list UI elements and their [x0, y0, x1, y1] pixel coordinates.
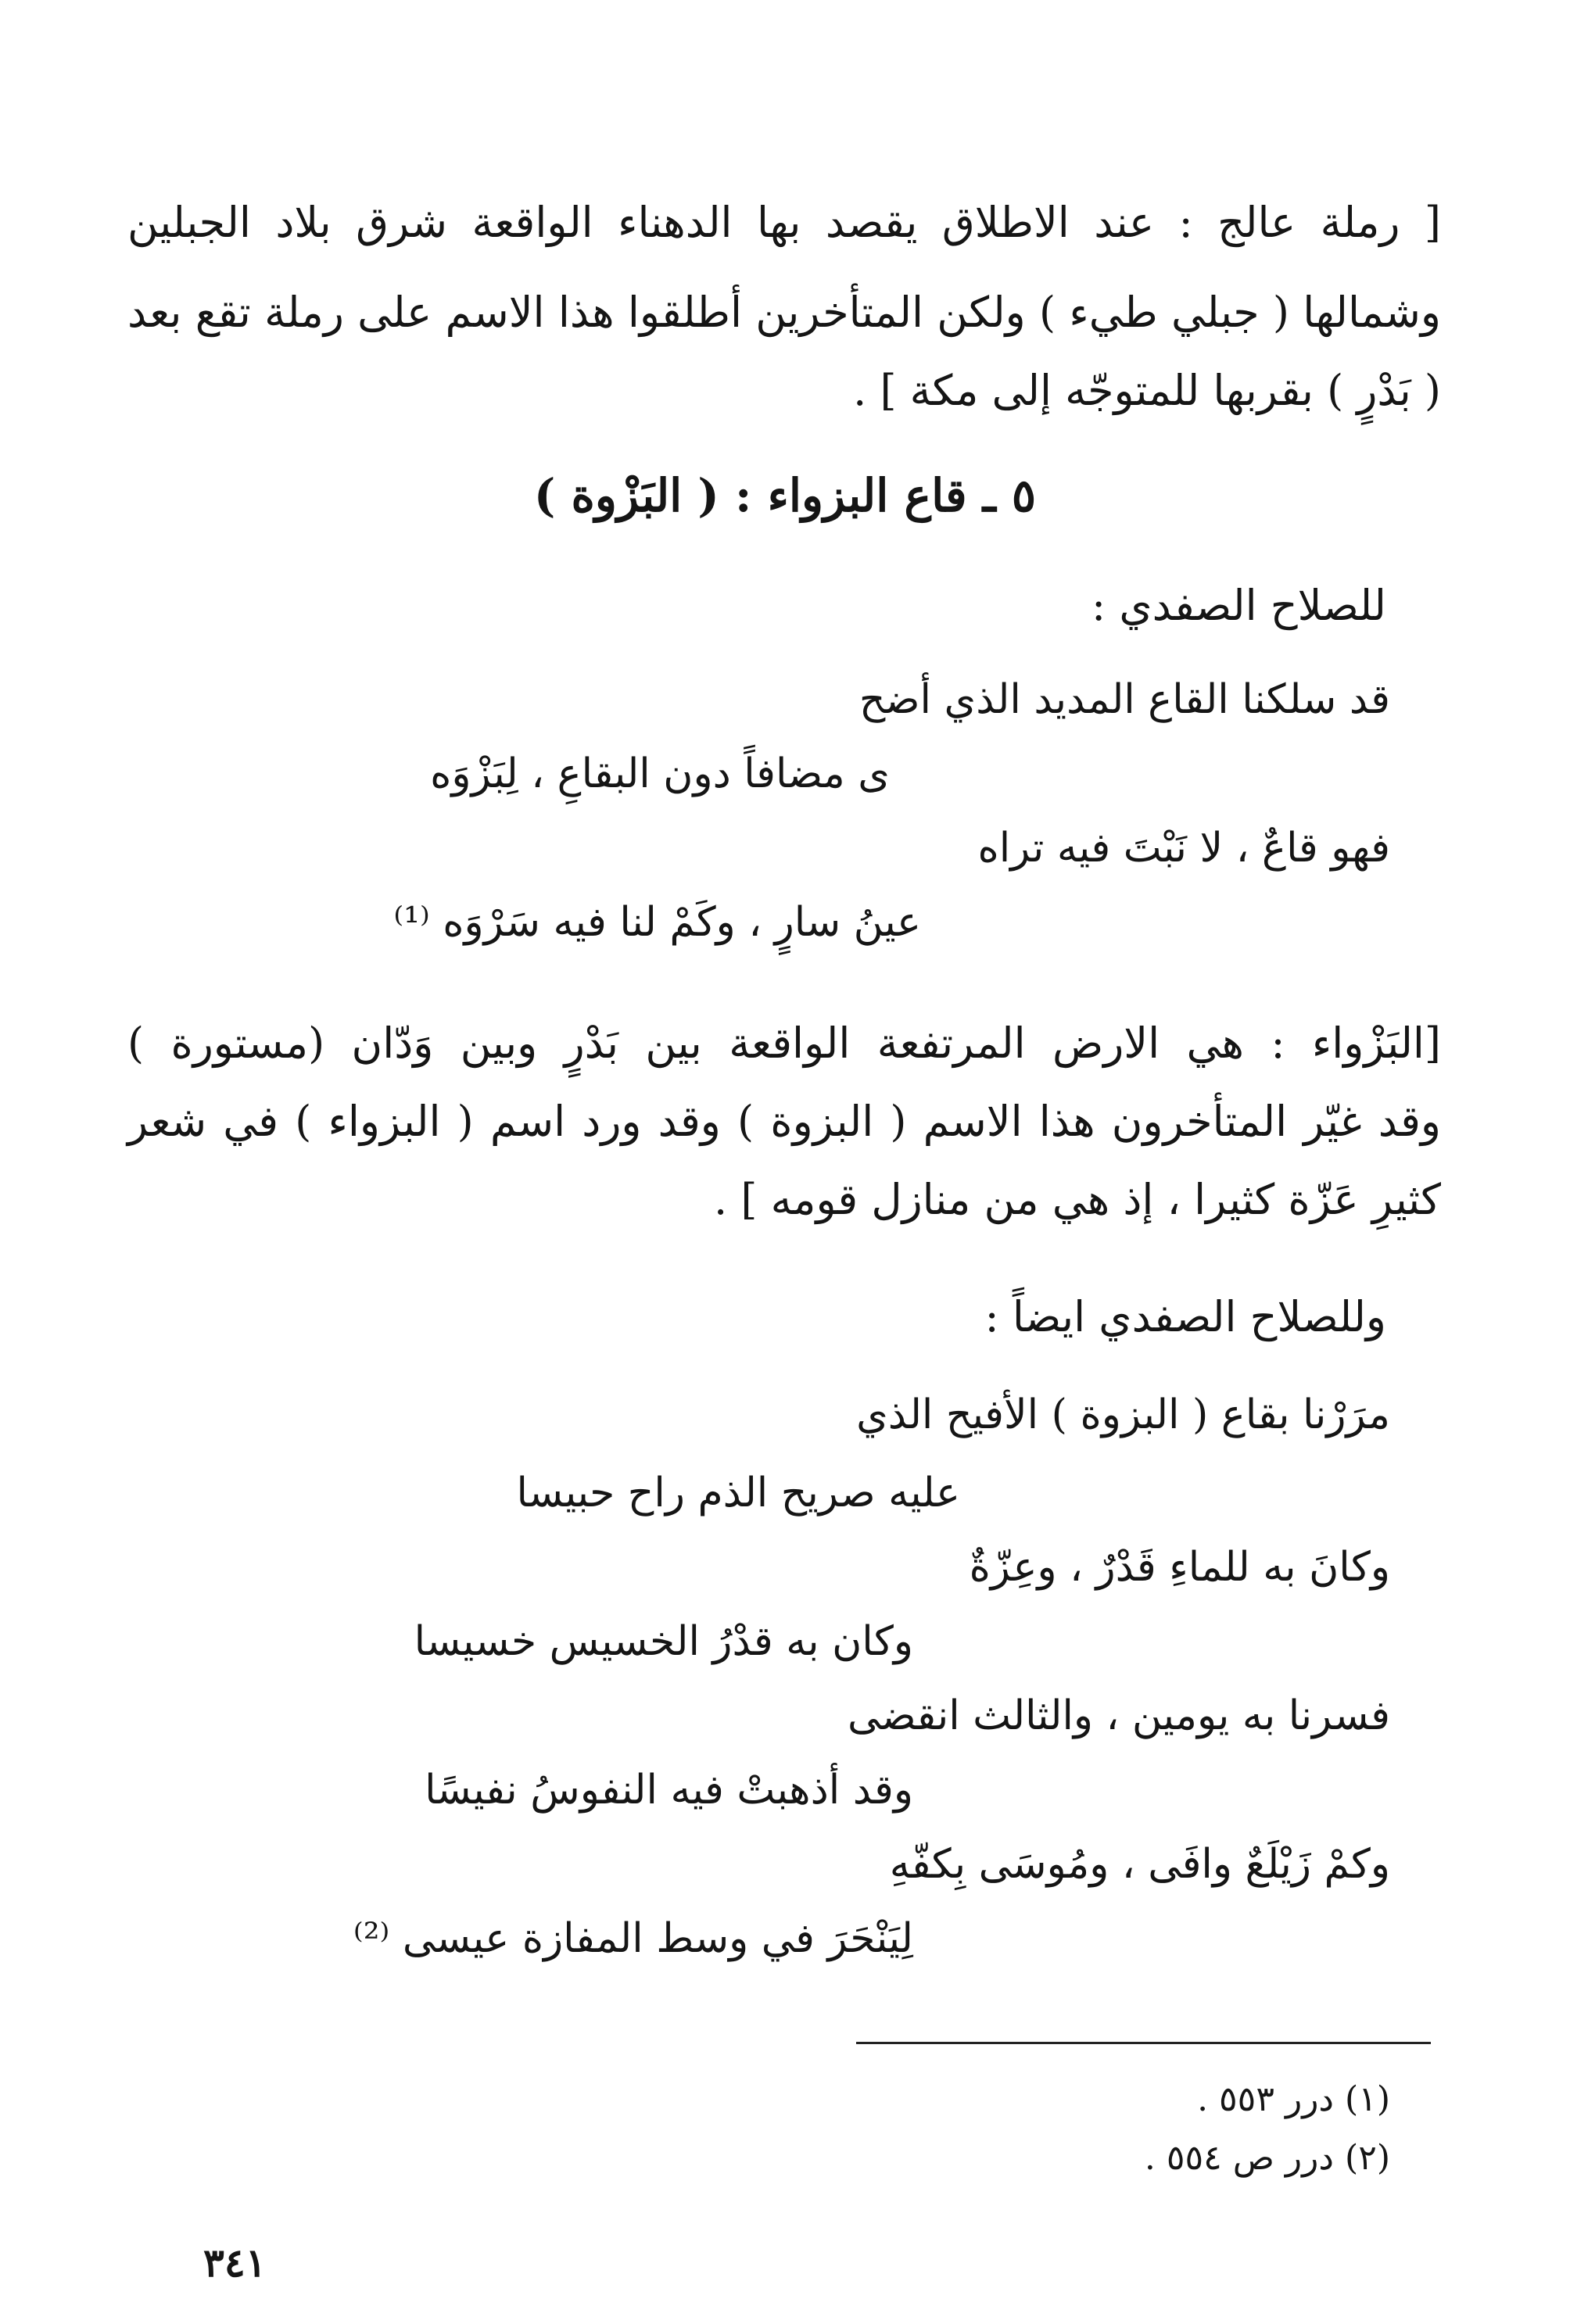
note-line: ( بَدْرٍ ) بقربها للمتوجّه إلى مكة ] .: [853, 366, 1441, 415]
verse-line: عينُ سارٍ ، وكَمْ لنا فيه سَرْوَه ⁽¹⁾: [393, 899, 921, 946]
verse-line: ى مضافاً دون البقاعِ ، لِبَزْوَه: [430, 750, 890, 797]
verse-line: وكانَ به للماءِ قَدْرٌ ، وعِزّةٌ: [969, 1544, 1390, 1591]
verse-line: فهو قاعٌ ، لا نَبْتَ فيه تراه: [977, 825, 1390, 872]
page-number: ٣٤١: [203, 2240, 267, 2286]
note-line: [ رملة عالج : عند الاطلاق يقصد بها الدهناء الواقعة شرق بلاد الجبلين: [127, 198, 1441, 247]
note-line: وقد غيّر المتأخرون هذا الاسم ( البزوة ) وقد ورد اسم ( البزواء ) في شعر: [127, 1097, 1441, 1146]
poem-intro: للصلاح الصفدي :: [1091, 581, 1386, 630]
footnote-1: (١) درر ٥٥٣ .: [1197, 2079, 1390, 2119]
verse-line: وكان به قدْرُ الخسيس خسيسا: [414, 1618, 913, 1665]
note-line: وشمالها ( جبلي طيء ) ولكن المتأخرين أطلقوا هذا الاسم على رملة تقع بعد: [127, 288, 1441, 337]
verse-line: قد سلكنا القاع المديد الذي أضح: [858, 676, 1390, 723]
verse-line: عليه صريح الذم راح حبيسا: [516, 1470, 960, 1517]
verse-line: فسرنا به يومين ، والثالث انقضى: [847, 1692, 1390, 1739]
footnote-2: (٢) درر ص ٥٥٤ .: [1144, 2138, 1390, 2178]
note-line: كثيرِ عَزّة كثيرا ، إذ هي من منازل قومه ] .: [714, 1175, 1441, 1224]
verse-line: لِيَنْحَرَ في وسط المفازة عيسى ⁽²⁾: [353, 1915, 913, 1962]
footnote-separator: [856, 2042, 1431, 2044]
poem-intro: وللصلاح الصفدي ايضاً :: [984, 1292, 1386, 1341]
verse-line: مرَرْنا بقاع ( البزوة ) الأفيح الذي: [856, 1391, 1390, 1438]
verse-line: وكمْ زَيْلَعٌ وافَى ، ومُوسَى بِكفّهِ: [889, 1841, 1390, 1888]
verse-line: وقد أذهبتْ فيه النفوسُ نفيسًا: [425, 1767, 913, 1814]
note-line: [البَزْواء : هي الارض المرتفعة الواقعة بين بَدْرٍ وبين وَدّان (مستورة ): [127, 1019, 1441, 1068]
section-heading: ٥ ـ قاع البزواء : ( البَزْوة ): [533, 469, 1037, 522]
